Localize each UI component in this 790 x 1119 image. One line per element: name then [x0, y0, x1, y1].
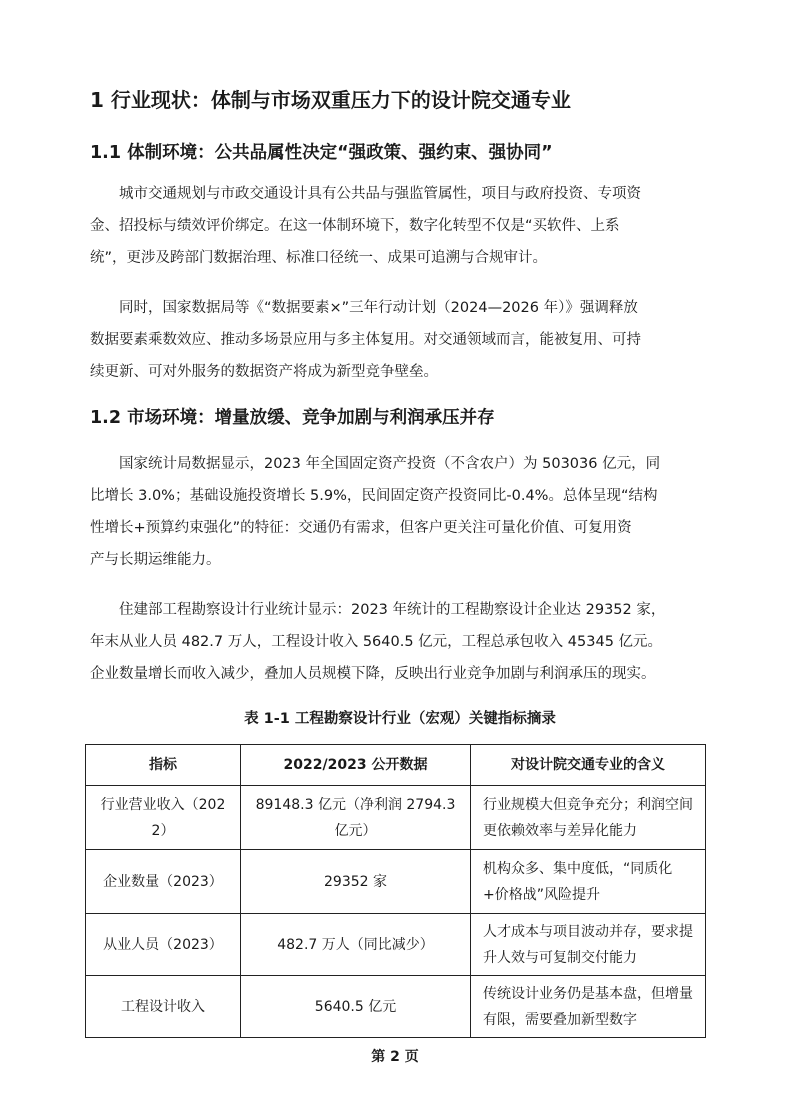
section-1-1-paragraph-1 [90, 178, 710, 274]
table-row [86, 914, 706, 976]
section-1-2-heading: 1.2 市场环境：增量放缓、竞争加剧与利润承压并存 [90, 408, 495, 428]
cell-indicator: 企业数量（2023） [86, 850, 241, 914]
header-indicator: 指标 [86, 745, 241, 786]
text-line: 住建部工程勘察设计行业统计显示：2023 年统计的工程勘察设计企业达 29352 家， [90, 602, 666, 618]
table-caption: 表 1-1 工程勘察设计行业（宏观）关键指标摘录 [244, 711, 556, 727]
cell-implication: 传统设计业务仍是基本盘，但增量有限，需要叠加新型数字 [471, 976, 706, 1038]
section-1-2-paragraph-1 [90, 448, 710, 576]
section-1-1-paragraph-2 [90, 292, 710, 388]
indicator-table [85, 744, 706, 1038]
cell-data: 482.7 万人（同比减少） [241, 914, 471, 976]
cell-indicator: 行业营业收入（2022） [86, 786, 241, 850]
text-line: 企业数量增长而收入减少，叠加人员规模下降，反映出行业竞争加剧与利润承压的现实。 [90, 666, 656, 682]
table-header-row [86, 745, 706, 786]
cell-data: 89148.3 亿元（净利润 2794.3 亿元） [241, 786, 471, 850]
text-line: 城市交通规划与市政交通设计具有公共品与强监管属性，项目与政府投资、专项资 [90, 186, 641, 202]
text-line: 比增长 3.0%；基础设施投资增长 5.9%，民间固定资产投资同比-0.4%。总体呈现“结构 [90, 488, 658, 504]
text-line: 国家统计局数据显示，2023 年全国固定资产投资（不含农户）为 503036 亿元，同 [90, 456, 661, 472]
page-number: 第 2 页 [371, 1049, 419, 1065]
text-line: 金、招投标与绩效评价绑定。在这一体制环境下，数字化转型不仅是“买软件、上系 [90, 218, 620, 234]
cell-data: 5640.5 亿元 [241, 976, 471, 1038]
section-1-1-heading: 1.1 体制环境：公共品属性决定“强政策、强约束、强协同” [90, 143, 553, 163]
cell-data: 29352 家 [241, 850, 471, 914]
cell-indicator: 工程设计收入 [86, 976, 241, 1038]
table-row [86, 850, 706, 914]
text-line: 性增长+预算约束强化”的特征：交通仍有需求，但客户更关注可量化价值、可复用资 [90, 520, 632, 536]
cell-implication: 行业规模大但竞争充分；利润空间更依赖效率与差异化能力 [471, 786, 706, 850]
text-line: 续更新、可对外服务的数据资产将成为新型竞争壁垒。 [90, 364, 438, 380]
cell-implication: 人才成本与项目波动并存，要求提升人效与可复制交付能力 [471, 914, 706, 976]
header-implication: 对设计院交通专业的含义 [471, 745, 706, 786]
chapter-heading: 1 行业现状：体制与市场双重压力下的设计院交通专业 [90, 88, 571, 112]
text-line: 年末从业人员 482.7 万人，工程设计收入 5640.5 亿元，工程总承包收入 45345 亿元。 [90, 634, 663, 650]
header-public-data: 2022/2023 公开数据 [241, 745, 471, 786]
table-row [86, 976, 706, 1038]
cell-implication: 机构众多、集中度低，“同质化+价格战”风险提升 [471, 850, 706, 914]
cell-indicator: 从业人员（2023） [86, 914, 241, 976]
text-line: 产与长期运维能力。 [90, 552, 221, 568]
text-line: 同时，国家数据局等《“数据要素×”三年行动计划（2024—2026 年）》强调释放 [90, 300, 638, 316]
table-row [86, 786, 706, 850]
text-line: 数据要素乘数效应、推动多场景应用与多主体复用。对交通领域而言，能被复用、可持 [90, 332, 641, 348]
section-1-2-paragraph-2 [90, 594, 710, 690]
text-line: 统”，更涉及跨部门数据治理、标准口径统一、成果可追溯与合规审计。 [90, 250, 548, 266]
